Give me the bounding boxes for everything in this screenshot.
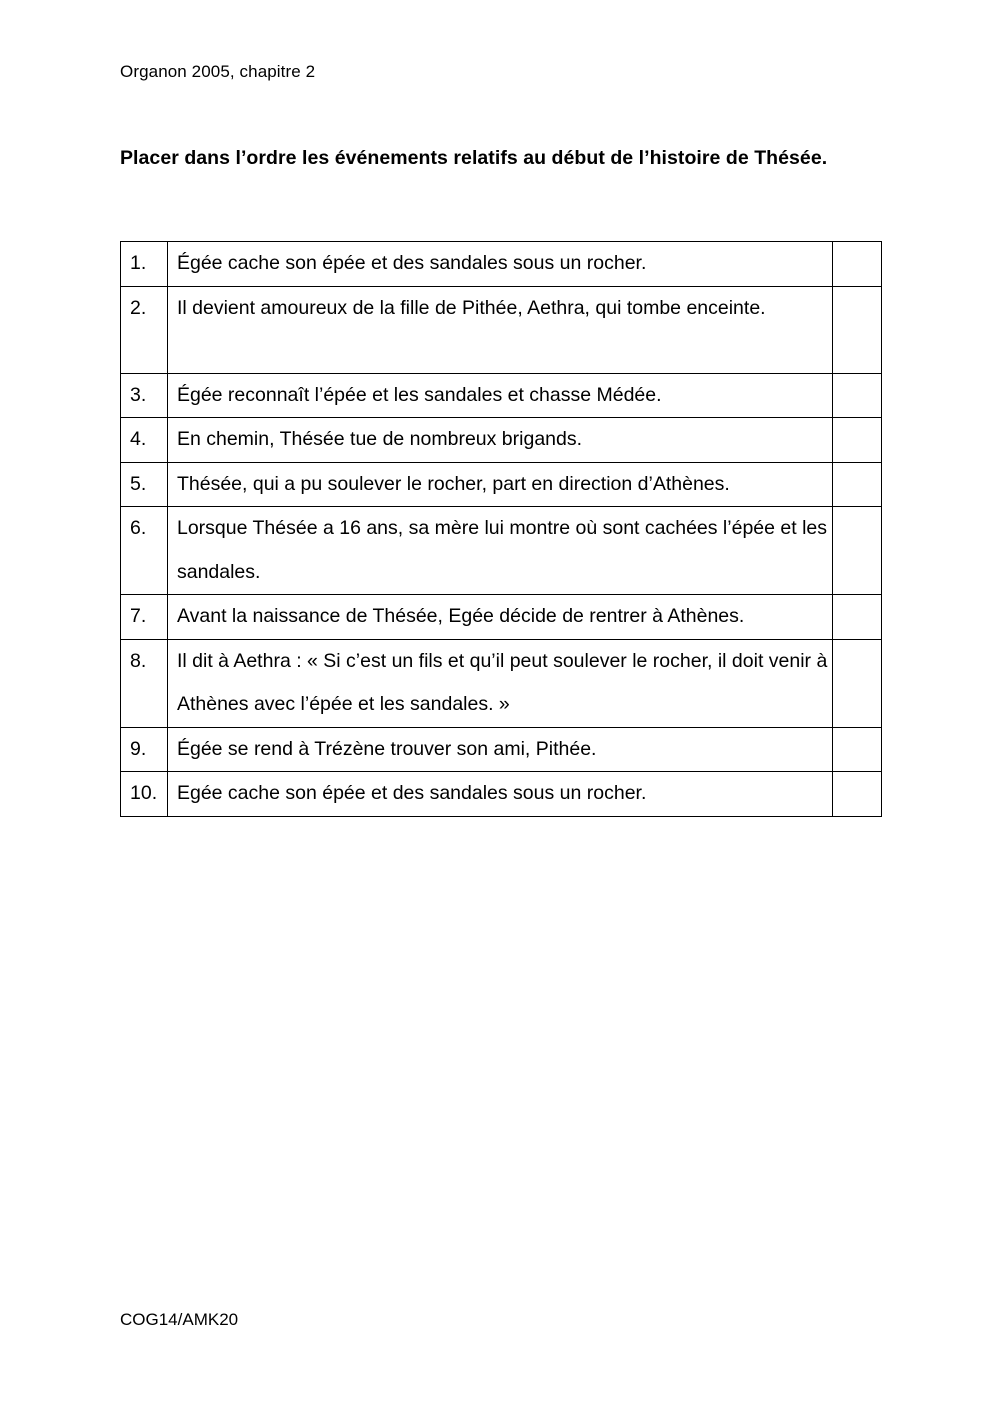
document-header: Organon 2005, chapitre 2: [120, 62, 316, 81]
event-number: 2.: [121, 286, 168, 373]
event-number: 5.: [121, 462, 168, 507]
event-number: 9.: [121, 727, 168, 772]
document-footer: COG14/AMK20: [120, 1310, 239, 1329]
answer-cell[interactable]: [833, 507, 882, 595]
table-row: [121, 242, 882, 287]
event-number: 4.: [121, 418, 168, 463]
table-row: [121, 418, 882, 463]
event-number: 1.: [121, 242, 168, 287]
answer-cell[interactable]: [833, 727, 882, 772]
table-row: [121, 286, 882, 373]
event-text: Thésée, qui a pu soulever le rocher, part en direction d’Athènes.: [167, 462, 832, 507]
answer-cell[interactable]: [833, 286, 882, 373]
table-row: [121, 772, 882, 817]
events-table: [120, 241, 882, 817]
event-number: 6.: [121, 507, 168, 595]
event-number: 10.: [121, 772, 168, 817]
table-row: [121, 595, 882, 640]
event-text: Lorsque Thésée a 16 ans, sa mère lui montre où sont cachées l’épée et les sandales.: [167, 507, 832, 595]
exercise-instruction: Placer dans l’ordre les événements relatifs au début de l’histoire de Thésée.: [120, 147, 828, 169]
event-text: Égée cache son épée et des sandales sous un rocher.: [167, 242, 832, 287]
table-row: [121, 507, 882, 595]
event-number: 3.: [121, 373, 168, 418]
event-number: 7.: [121, 595, 168, 640]
table-row: [121, 727, 882, 772]
answer-cell[interactable]: [833, 418, 882, 463]
answer-cell[interactable]: [833, 242, 882, 287]
event-text: Égée se rend à Trézène trouver son ami, Pithée.: [167, 727, 832, 772]
event-text: Il dit à Aethra : « Si c’est un fils et qu’il peut soulever le rocher, il doit venir à Athènes avec l’épée et les sandales. »: [167, 639, 832, 727]
event-text: En chemin, Thésée tue de nombreux brigands.: [167, 418, 832, 463]
answer-cell[interactable]: [833, 595, 882, 640]
event-text: Il devient amoureux de la fille de Pithée, Aethra, qui tombe enceinte.: [167, 286, 832, 373]
answer-cell[interactable]: [833, 373, 882, 418]
event-number: 8.: [121, 639, 168, 727]
table-row: [121, 373, 882, 418]
table-row: [121, 639, 882, 727]
answer-cell[interactable]: [833, 462, 882, 507]
event-text: Égée reconnaît l’épée et les sandales et chasse Médée.: [167, 373, 832, 418]
event-text: Egée cache son épée et des sandales sous un rocher.: [167, 772, 832, 817]
table-row: [121, 462, 882, 507]
answer-cell[interactable]: [833, 772, 882, 817]
answer-cell[interactable]: [833, 639, 882, 727]
event-text: Avant la naissance de Thésée, Egée décide de rentrer à Athènes.: [167, 595, 832, 640]
